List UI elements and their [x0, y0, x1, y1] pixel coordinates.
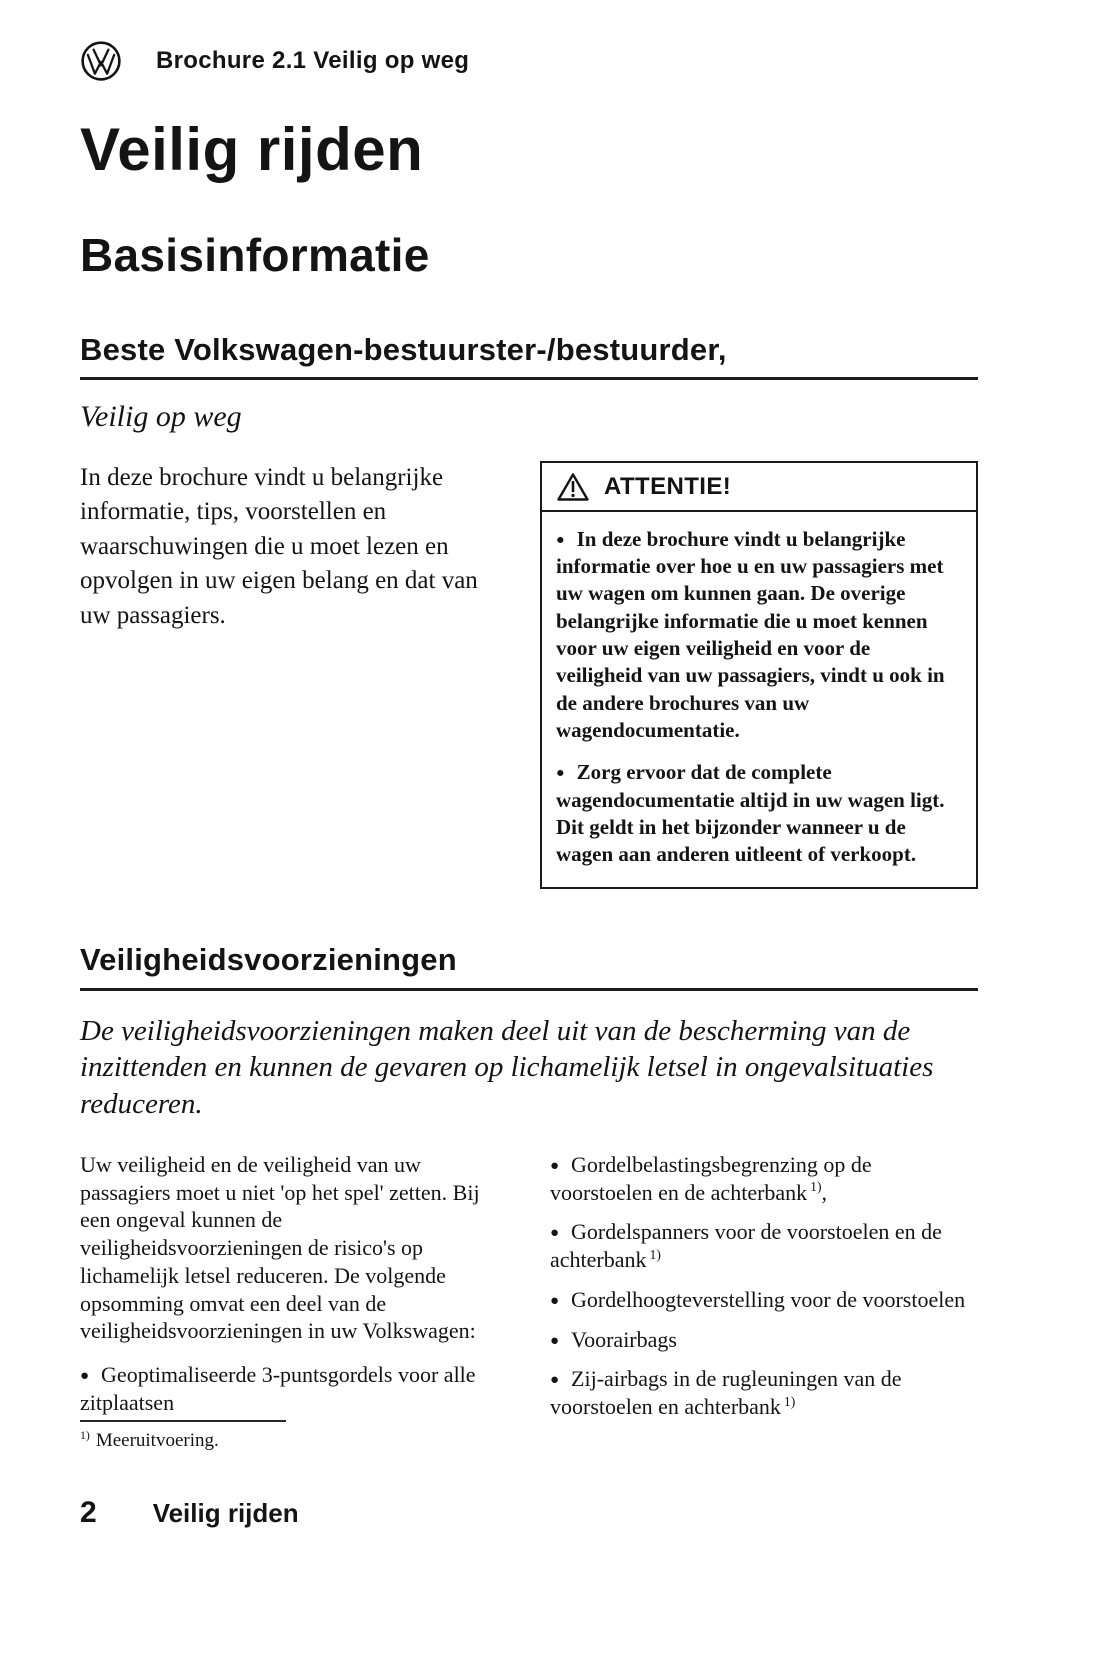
warning-item: ● Zorg ervoor dat de complete wagendocumentatie altijd in uw wagen ligt. Dit geldt in het bijzonder wanneer u de wagen aan anderen uitleent of verkoopt.: [556, 760, 945, 867]
vw-logo-icon: [80, 40, 122, 82]
warning-item: ● In deze brochure vindt u belangrijke informatie over hoe u en uw passagiers met uw wagen om kunnen gaan. De overige belangrijke informatie die u moet kennen voor uw eigen veiligheid en voor de veiligheid van uw passagiers, vindt u ook in de andere brochures van uw wagendocumentatie.: [556, 526, 945, 742]
safety-column-left: [80, 1151, 508, 1428]
feature-list-left: [80, 1361, 508, 1416]
footnote-text: Meeruitvoering.: [95, 1430, 219, 1451]
bullet-icon: ●: [550, 1332, 560, 1349]
bullet-icon: ●: [550, 1225, 560, 1242]
document-header: [80, 40, 978, 82]
safety-heading: Veiligheidsvoorzieningen: [80, 942, 457, 978]
feature-list-right: [550, 1151, 978, 1421]
feature-item: ● Gordelspanners voor de voorstoelen en de achterbank $^{1)}$: [550, 1219, 942, 1273]
warning-triangle-icon: [556, 472, 590, 502]
intro-paragraph: In deze brochure vindt u belangrijke informatie, tips, voorstellen en waarschuwingen die u moet lezen en opvolgen in uw eigen belang en dat van uw passagiers.: [80, 463, 478, 629]
greeting-heading-block: [80, 333, 978, 380]
safety-heading-block: [80, 943, 978, 990]
bullet-icon: ●: [556, 765, 565, 782]
page-subtitle: Basisinformatie: [80, 229, 430, 281]
feature-item: ● Voorairbags: [550, 1326, 677, 1352]
page-number: 2: [80, 1496, 97, 1529]
bullet-icon: ●: [550, 1292, 560, 1309]
feature-item: ● Geoptimaliseerde 3-puntsgordels voor alle zitplaatsen: [80, 1362, 476, 1415]
page-title: Veilig rijden: [80, 116, 424, 183]
warning-header: [542, 463, 976, 512]
warning-body: [542, 512, 976, 888]
warning-box: [540, 461, 978, 890]
safety-lead: De veiligheidsvoorzieningen maken deel uit van de bescherming van de inzittenden en kunnen de gevaren op lichamelijk letsel in ongevalsituaties reduceren.: [80, 1014, 934, 1121]
greeting-columns: [80, 461, 978, 890]
breadcrumb: Brochure 2.1 Veilig op weg: [156, 47, 470, 74]
footnote-divider: [80, 1420, 286, 1422]
safety-intro: Uw veiligheid en de veiligheid van uw passagiers moet u niet 'op het spel' zetten. Bij een ongeval kunnen de veiligheidsvoorzieningen de risico's op lichamelijk letsel reduceren. De volgende opsomming omvat een deel van de veiligheidsvoorzieningen in uw Volkswagen:: [80, 1152, 480, 1344]
greeting-heading: Beste Volkswagen-bestuurster-/bestuurder,: [80, 332, 727, 368]
bullet-icon: ●: [550, 1158, 560, 1175]
warning-title: ATTENTIE!: [604, 472, 732, 500]
greeting-subheading: Veilig op weg: [80, 400, 242, 434]
footnote: [80, 1420, 286, 1452]
bullet-icon: ●: [80, 1368, 90, 1385]
feature-item: ● Zij-airbags in de rugleuningen van de voorstoelen en achterbank $^{1)}$: [550, 1366, 902, 1420]
document-footer: [80, 1496, 299, 1530]
bullet-icon: ●: [556, 531, 565, 548]
footnote-text-line: [80, 1430, 286, 1452]
footnote-marker: 1): [80, 1428, 90, 1442]
feature-item: ● Gordelbelastingsbegrenzing op de voorstoelen en de achterbank $^{1)}$,: [550, 1152, 872, 1205]
footer-section-title: Veilig rijden: [152, 1498, 299, 1528]
feature-item: ● Gordelhoogteverstelling voor de voorstoelen: [550, 1286, 966, 1312]
safety-columns: [80, 1151, 978, 1433]
safety-column-right: [550, 1151, 978, 1433]
bullet-icon: ●: [550, 1372, 560, 1389]
